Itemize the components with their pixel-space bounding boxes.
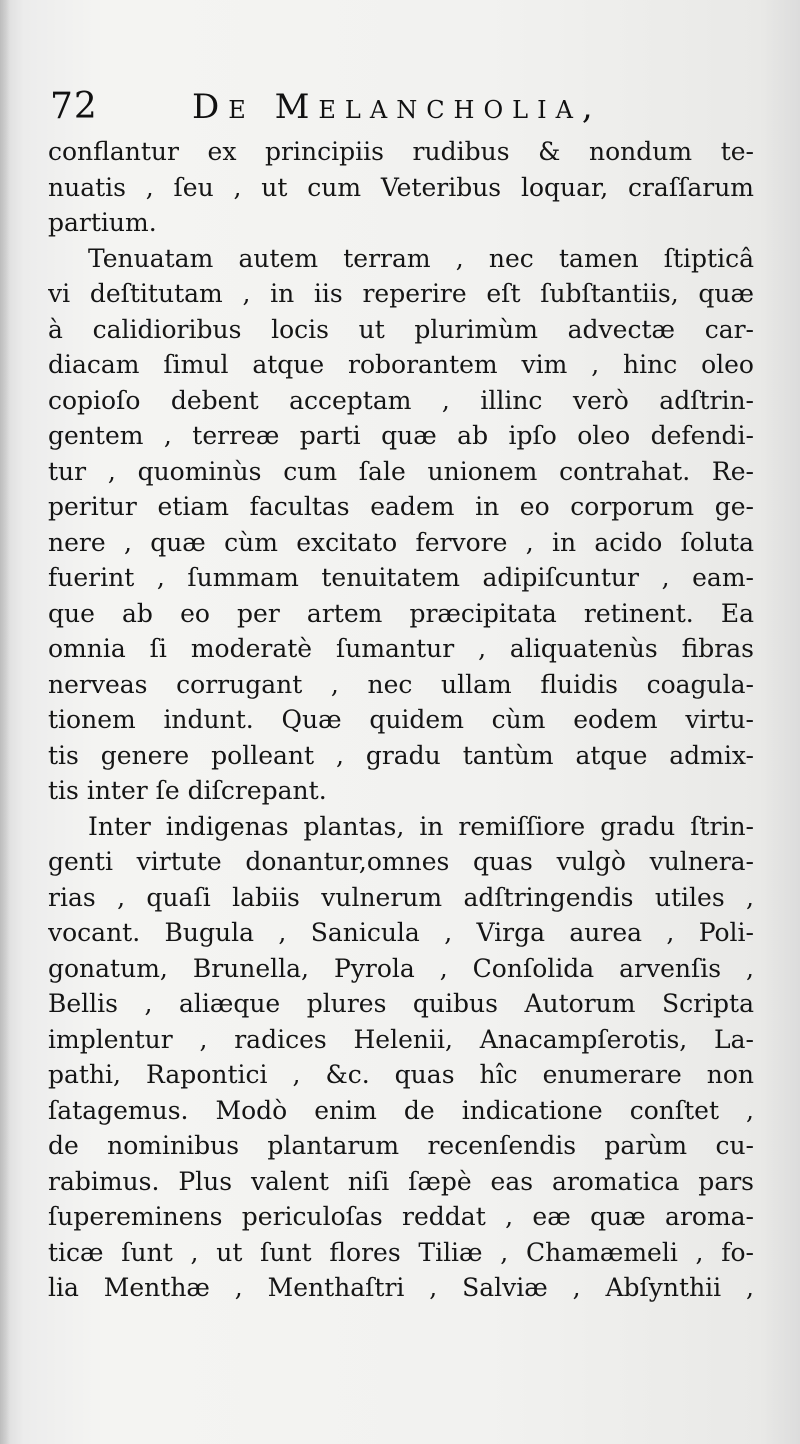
text-line: nuatis , ſeu , ut cum Veteribus loquar, craſſarum (48, 172, 754, 202)
text-line: lia Menthæ , Menthaſtri , Salviæ , Abſynthii , (48, 1273, 754, 1302)
text-line: gentem , terreæ parti quæ ab ipſo oleo defendi- (48, 421, 754, 450)
text-line: tis inter ſe diſcrepant. (48, 776, 327, 805)
text-line: omnia ſi moderatè ſumantur , aliquatenùs fibras (48, 634, 754, 663)
text-line: nerveas corrugant , nec ullam fluidis coagula- (48, 669, 754, 699)
text-line: Bellis , aliæque plures quibus Autorum Scripta (48, 989, 754, 1018)
text-line: ſupereminens periculoſas reddat , eæ quæ aroma- (48, 1202, 754, 1231)
running-title: De Melancholia, (192, 87, 602, 127)
body-text (48, 134, 754, 1306)
text-line: à calidioribus locis ut plurimùm advectæ car- (48, 314, 754, 344)
text-line: partium. (48, 208, 157, 237)
text-line: copioſo debent acceptam , illinc verò adſtrin- (48, 385, 754, 415)
text-line: rias , quaſi labiis vulnerum adſtringendis utiles , (48, 882, 754, 912)
text-line: tur , quominùs cum ſale unionem contrahat. Re- (48, 456, 754, 486)
text-line: tionem indunt. Quæ quidem cùm eodem virtu- (48, 705, 754, 734)
text-line: peritur etiam facultas eadem in eo corporum ge- (48, 492, 754, 521)
text-line: diacam ſimul atque roborantem vim , hinc oleo (48, 350, 754, 379)
text-line: tis genere polleant , gradu tantùm atque admix- (48, 740, 754, 770)
paragraph-start-line: Inter indigenas plantas, in remiſſiore gradu ſtrin- (88, 811, 754, 841)
text-line: genti virtute donantur,omnes quas vulgò vulnera- (48, 847, 754, 876)
page-number: 72 (50, 86, 98, 127)
text-line: vi deſtitutam , in iis reperire eſt ſubſtantiis, quæ (48, 279, 754, 308)
page-header (50, 82, 760, 132)
text-line: ſatagemus. Modò enim de indicatione conſtet , (48, 1095, 754, 1125)
text-line: gonatum, Brunella, Pyrola , Conſolida arvenſis , (48, 953, 754, 983)
text-line: que ab eo per artem præcipitata retinent. Ea (48, 598, 754, 628)
text-line: conflantur ex principiis rudibus & nondum te- (48, 137, 754, 166)
text-line: vocant. Bugula , Sanicula , Virga aurea , Poli- (48, 918, 754, 947)
text-line: ticæ ſunt , ut ſunt flores Tiliæ , Chamæmeli , fo- (48, 1237, 754, 1267)
text-line: nere , quæ cùm excitato fervore , in acido ſoluta (48, 527, 754, 557)
text-line: rabimus. Plus valent niſi ſæpè eas aromatica pars (48, 1166, 754, 1196)
paragraph-start-line: Tenuatam autem terram , nec tamen ſtipticâ (88, 243, 754, 273)
text-line: implentur , radices Helenii, Anacampſerotis, La- (48, 1024, 754, 1054)
text-line: fuerint , ſummam tenuitatem adipiſcuntur , eam- (48, 563, 754, 592)
text-line: de nominibus plantarum recenſendis parùm cu- (48, 1131, 754, 1160)
text-line: pathi, Rapontici , &c. quas hîc enumerare non (48, 1060, 754, 1089)
